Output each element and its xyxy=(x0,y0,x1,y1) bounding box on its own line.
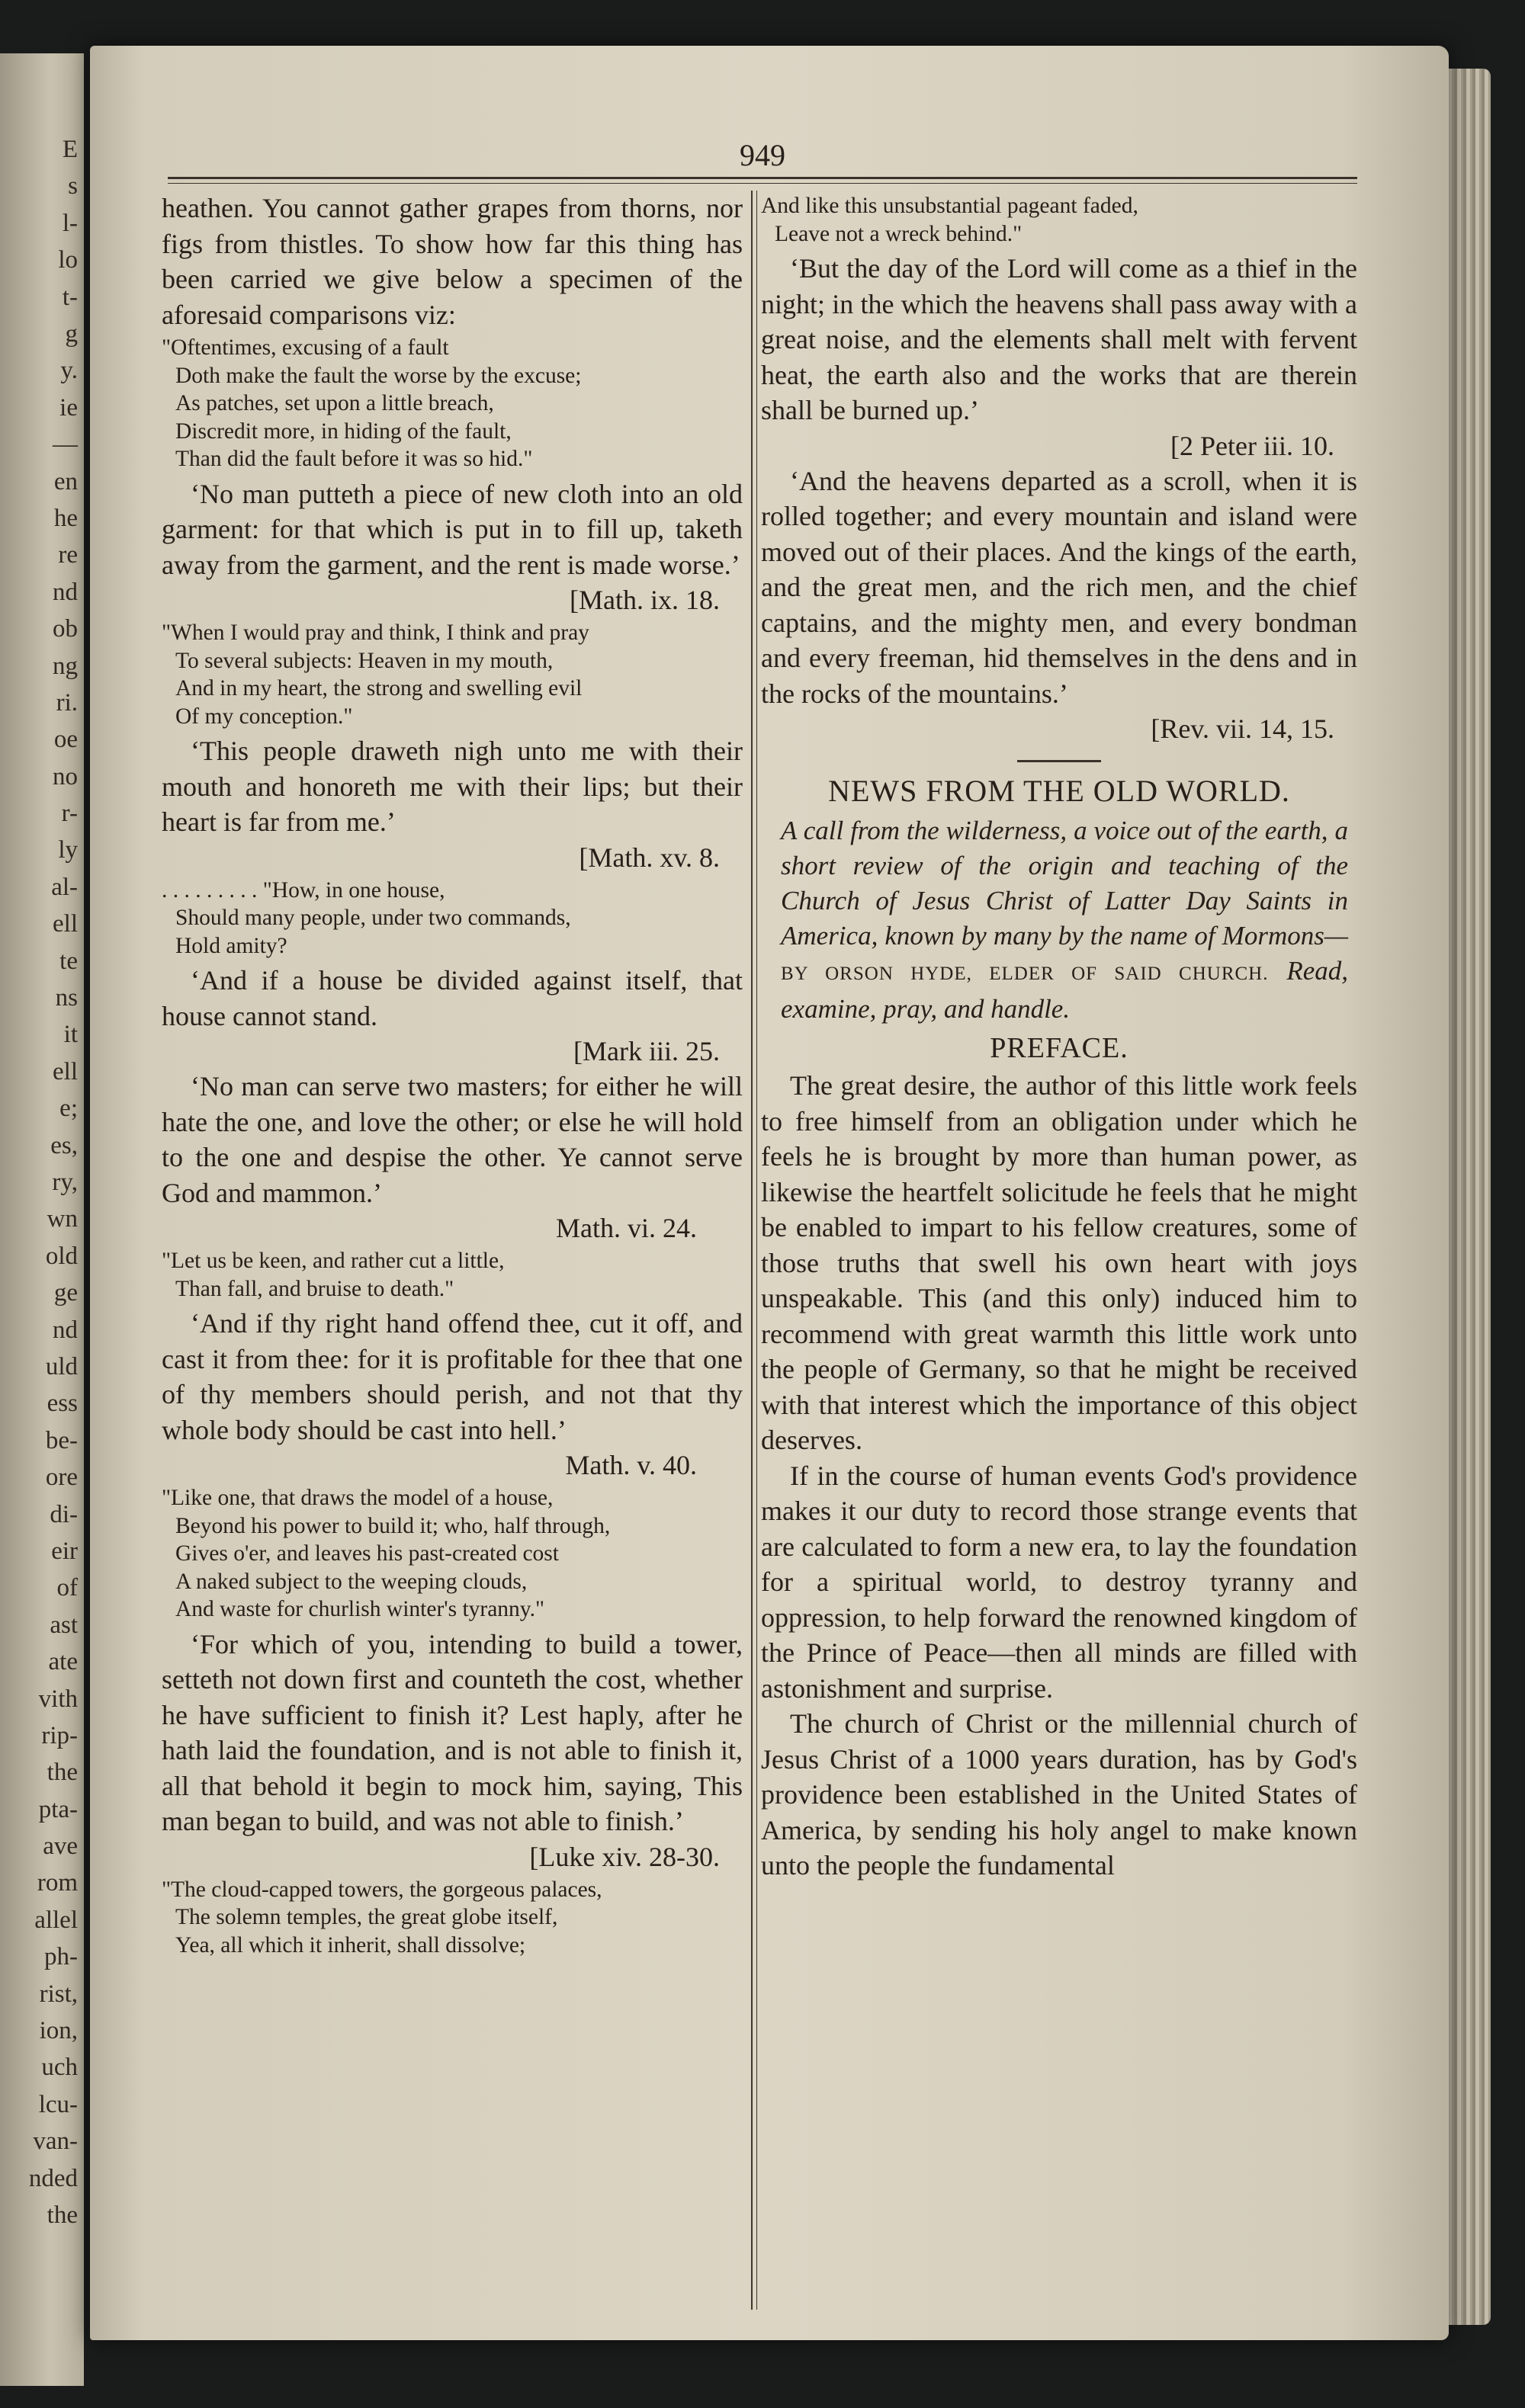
facing-page-fragment: ry, xyxy=(52,1169,78,1196)
paragraph: ‘And if thy right hand offend thee, cut it off, and cast it from thee: for it is profitable for thee that one of thy members should perish, and not that thy whole body should be cast into hell.’ xyxy=(162,1308,743,1445)
subtitle-exhortation: Read, examine, pray, and handle. xyxy=(781,956,1348,1024)
facing-page-fragment: ng xyxy=(53,652,78,680)
verse-block xyxy=(162,334,743,473)
facing-page-fragment: no xyxy=(53,762,78,790)
facing-page-fragment: al- xyxy=(51,873,78,901)
verse-block xyxy=(761,192,1357,248)
verse-line: Than did the fault before it was so hid." xyxy=(175,447,533,471)
facing-page-fragment: E xyxy=(62,136,78,163)
paragraph: ‘For which of you, intending to build a tower, setteth not down first and counteth the cost, whether he have sufficient to finish it? Lest haply, after he hath laid the foundation, and is not able to finish it, all that behold it begin to mock him, saying, This man began to build, and was not able to finish.’ xyxy=(162,1628,743,1836)
facing-page-fragment: ion, xyxy=(39,2017,78,2045)
facing-page-fragment: ge xyxy=(53,1279,78,1307)
facing-page-fragment: van- xyxy=(33,2127,78,2156)
header-rule xyxy=(168,177,1357,179)
paragraph: ‘But the day of the Lord will come as a thief in the night; in the which the heavens shall pass away with a great noise, and the elements shall melt with fervent heat, the earth also and the works that are therein shall be burned up.’ xyxy=(761,253,1357,425)
verse-line: "When I would pray and think, I think and pray xyxy=(162,620,589,645)
facing-page-fragment: l- xyxy=(62,209,78,237)
facing-page-fragment: es, xyxy=(50,1131,78,1159)
article-subtitle xyxy=(781,813,1348,1027)
verse-line: Hold amity? xyxy=(175,933,287,958)
facing-page-fragment: di- xyxy=(50,1500,78,1528)
verse-line: A naked subject to the weeping clouds, xyxy=(175,1569,528,1594)
verse-line: Doth make the fault the worse by the excuse; xyxy=(175,363,582,388)
facing-page-fragment: uld xyxy=(45,1352,78,1380)
scripture-reference: [Luke xiv. 28-30. xyxy=(529,1841,720,1872)
section-divider xyxy=(1017,760,1101,762)
paragraph: ‘And if a house be divided against itself, that house cannot stand. xyxy=(162,965,743,1031)
facing-page-fragment: ess xyxy=(47,1390,78,1418)
facing-page-fragment: wn xyxy=(47,1205,78,1233)
paragraph: The church of Christ or the millennial church of Jesus Christ of a 1000 years duration, has by God's providence been established in the United States of America, by sending his holy angel to make known unto the people the fundamental xyxy=(761,1708,1357,1881)
scripture-reference: [Mark iii. 25. xyxy=(573,1036,720,1066)
verse-block xyxy=(162,1484,743,1624)
facing-page-fragment: g xyxy=(65,319,78,348)
verse-line: To several subjects: Heaven in my mouth, xyxy=(175,648,554,673)
facing-page-fragment: ave xyxy=(43,1832,78,1861)
subtitle-author: BY ORSON HYDE, ELDER OF SAID CHURCH. xyxy=(781,964,1269,984)
verse-line: Of my conception." xyxy=(175,704,353,729)
verse-line: Gives o'er, and leaves his past-created cost xyxy=(175,1541,559,1566)
facing-page-fragment: he xyxy=(53,504,78,532)
verse-line: Leave not a wreck behind." xyxy=(775,221,1023,246)
paragraph: ‘No man putteth a piece of new cloth into an old garment: for that which is put in to fill up, taketh away from the garment, and the rent is made worse.’ xyxy=(162,478,743,580)
left-column xyxy=(162,191,743,1962)
facing-page-fragment: nd xyxy=(53,578,78,606)
subtitle-text: A call from the wilderness, a voice out of the earth, a short review of the origin and teaching of the Church of Jesus Christ of Latter Day Saints in America, known by many by the name of Mormons— xyxy=(781,816,1348,951)
facing-page-fragment: allel xyxy=(34,1906,78,1934)
facing-page-fragment: pta- xyxy=(38,1795,78,1823)
verse-block xyxy=(162,1247,743,1303)
paragraph: heathen. You cannot gather grapes from thorns, nor figs from thistles. To show how far this thing has been carried we give below a specimen of the aforesaid comparisons viz: xyxy=(162,193,743,330)
paragraph: If in the course of human events God's providence makes it our duty to record those strange events that are calculated to form a new era, to lay the foundation for a spiritual world, to destroy tyranny and oppression, to help forward the renowned kingdom of the Prince of Peace—then all minds are filled with astonishment and surprise. xyxy=(761,1460,1357,1704)
verse-line: "The cloud-capped towers, the gorgeous palaces, xyxy=(162,1877,602,1902)
facing-page-fragment: r- xyxy=(61,800,78,828)
facing-page-fragment: be- xyxy=(45,1426,78,1454)
facing-page-fragment: ly xyxy=(58,836,78,864)
facing-page-fragment: the xyxy=(47,1759,78,1787)
verse-block xyxy=(162,877,743,960)
facing-page-fragment: ns xyxy=(55,984,78,1012)
facing-page-fragment: — xyxy=(53,431,78,459)
verse-line: The solemn temples, the great globe itself, xyxy=(175,1905,558,1929)
column-divider xyxy=(751,191,753,2310)
facing-page-fragment: uch xyxy=(41,2054,78,2082)
facing-page-fragment: ore xyxy=(45,1464,78,1492)
facing-page-fragment: e; xyxy=(59,1095,78,1123)
scripture-reference: [Rev. vii. 14, 15. xyxy=(1151,713,1334,744)
facing-page-edge xyxy=(0,53,84,2386)
verse-block xyxy=(162,1876,743,1960)
facing-page-fragment: vith xyxy=(38,1685,78,1713)
facing-page-fragment: oe xyxy=(53,726,78,754)
scripture-reference: [2 Peter iii. 10. xyxy=(1170,430,1334,461)
verse-line: Discredit more, in hiding of the fault, xyxy=(175,418,512,444)
page-edge-stack xyxy=(1445,69,1491,2325)
paragraph: The great desire, the author of this little work feels to free himself from an obligation under which he feels he is brought by more than human power, as likewise the heartfelt solicitude he feels that he might be enabled to impart to his fellow creatures, some of those truths that swell his own heart with joys unspeakable. This (and this only) induced him to recommend with great warmth this little work unto the people of Germany, so that he might be received with that interest which the importance of this object deserves. xyxy=(761,1070,1357,1455)
verse-line: Yea, all which it inherit, shall dissolve; xyxy=(175,1932,526,1958)
facing-page-fragment: re xyxy=(58,541,78,569)
facing-page-fragment: en xyxy=(53,467,78,495)
verse-line: Should many people, under two commands, xyxy=(175,906,571,930)
facing-page-fragment: t- xyxy=(62,283,78,311)
verse-line: "Let us be keen, and rather cut a little, xyxy=(162,1249,505,1273)
verse-line: Than fall, and bruise to death." xyxy=(175,1276,454,1301)
facing-page-fragment: of xyxy=(56,1574,78,1602)
facing-page-fragment: the xyxy=(47,2201,78,2229)
verse-line: And waste for churlish winter's tyranny." xyxy=(175,1597,545,1621)
paragraph: ‘This people draweth nigh unto me with their mouth and honoreth me with their lips; but their heart is far from me.’ xyxy=(162,736,743,837)
facing-page-fragment: lcu- xyxy=(38,2090,78,2118)
facing-page-fragment: ell xyxy=(53,1057,78,1085)
facing-page-fragment: ri. xyxy=(56,688,78,717)
facing-page-fragment: old xyxy=(45,1242,78,1270)
facing-page-fragment: ie xyxy=(59,393,78,422)
facing-page-fragment: rip- xyxy=(41,1721,78,1749)
verse-block xyxy=(162,619,743,730)
scripture-reference: Math. v. 40. xyxy=(565,1450,697,1480)
facing-page-fragment: nded xyxy=(28,2164,78,2192)
verse-line: "Oftentimes, excusing of a fault xyxy=(162,335,449,360)
preface-heading: PREFACE. xyxy=(990,1032,1128,1064)
scripture-reference: Math. vi. 24. xyxy=(556,1213,697,1243)
facing-page-fragment: rom xyxy=(37,1869,78,1897)
verse-line: And like this unsubstantial pageant faded, xyxy=(761,194,1138,218)
facing-page-fragment: ell xyxy=(53,910,78,938)
article-heading: NEWS FROM THE OLD WORLD. xyxy=(828,774,1290,808)
facing-page-fragment: y. xyxy=(60,357,78,385)
scripture-reference: [Math. xv. 8. xyxy=(579,842,720,873)
facing-page-fragment: nd xyxy=(53,1316,78,1344)
facing-page-fragment: ast xyxy=(50,1611,78,1639)
verse-line: As patches, set upon a little breach, xyxy=(175,391,494,415)
facing-page-fragment: rist, xyxy=(39,1980,78,2008)
facing-page-fragment: te xyxy=(59,947,78,975)
verse-line: And in my heart, the strong and swelling evil xyxy=(175,676,583,701)
verse-line: "Like one, that draws the model of a house, xyxy=(162,1486,554,1510)
paragraph: ‘And the heavens departed as a scroll, when it is rolled together; and every mountain and island were moved out of their places. And the kings of the earth, and the great men, and the rich men, and the chief captains, and the mighty men, and every bondman and every freeman, hid themselves in the dens and in the rocks of the mountains.’ xyxy=(761,465,1357,709)
verse-line: Beyond his power to build it; who, half through, xyxy=(175,1513,611,1538)
paragraph: ‘No man can serve two masters; for either he will hate the one, and love the other; or else he will hold to the one and despise the other. Ye cannot serve God and mammon.’ xyxy=(162,1071,743,1208)
facing-page-fragment: ate xyxy=(48,1648,78,1676)
scripture-reference: [Math. ix. 18. xyxy=(570,585,720,615)
facing-page-fragment: lo xyxy=(58,246,78,274)
facing-page-fragment: it xyxy=(63,1021,78,1049)
header-rule-thin xyxy=(168,183,1357,184)
facing-page-fragment: eir xyxy=(51,1537,78,1565)
facing-page-fragment: s xyxy=(68,172,78,200)
facing-page-fragment: ob xyxy=(53,615,78,643)
right-column xyxy=(761,191,1357,1884)
column-divider-thin xyxy=(756,191,757,2310)
page-number: 949 xyxy=(740,138,785,172)
facing-page-fragment: ph- xyxy=(44,1943,78,1971)
verse-line: . . . . . . . . . "How, in one house, xyxy=(162,877,445,903)
